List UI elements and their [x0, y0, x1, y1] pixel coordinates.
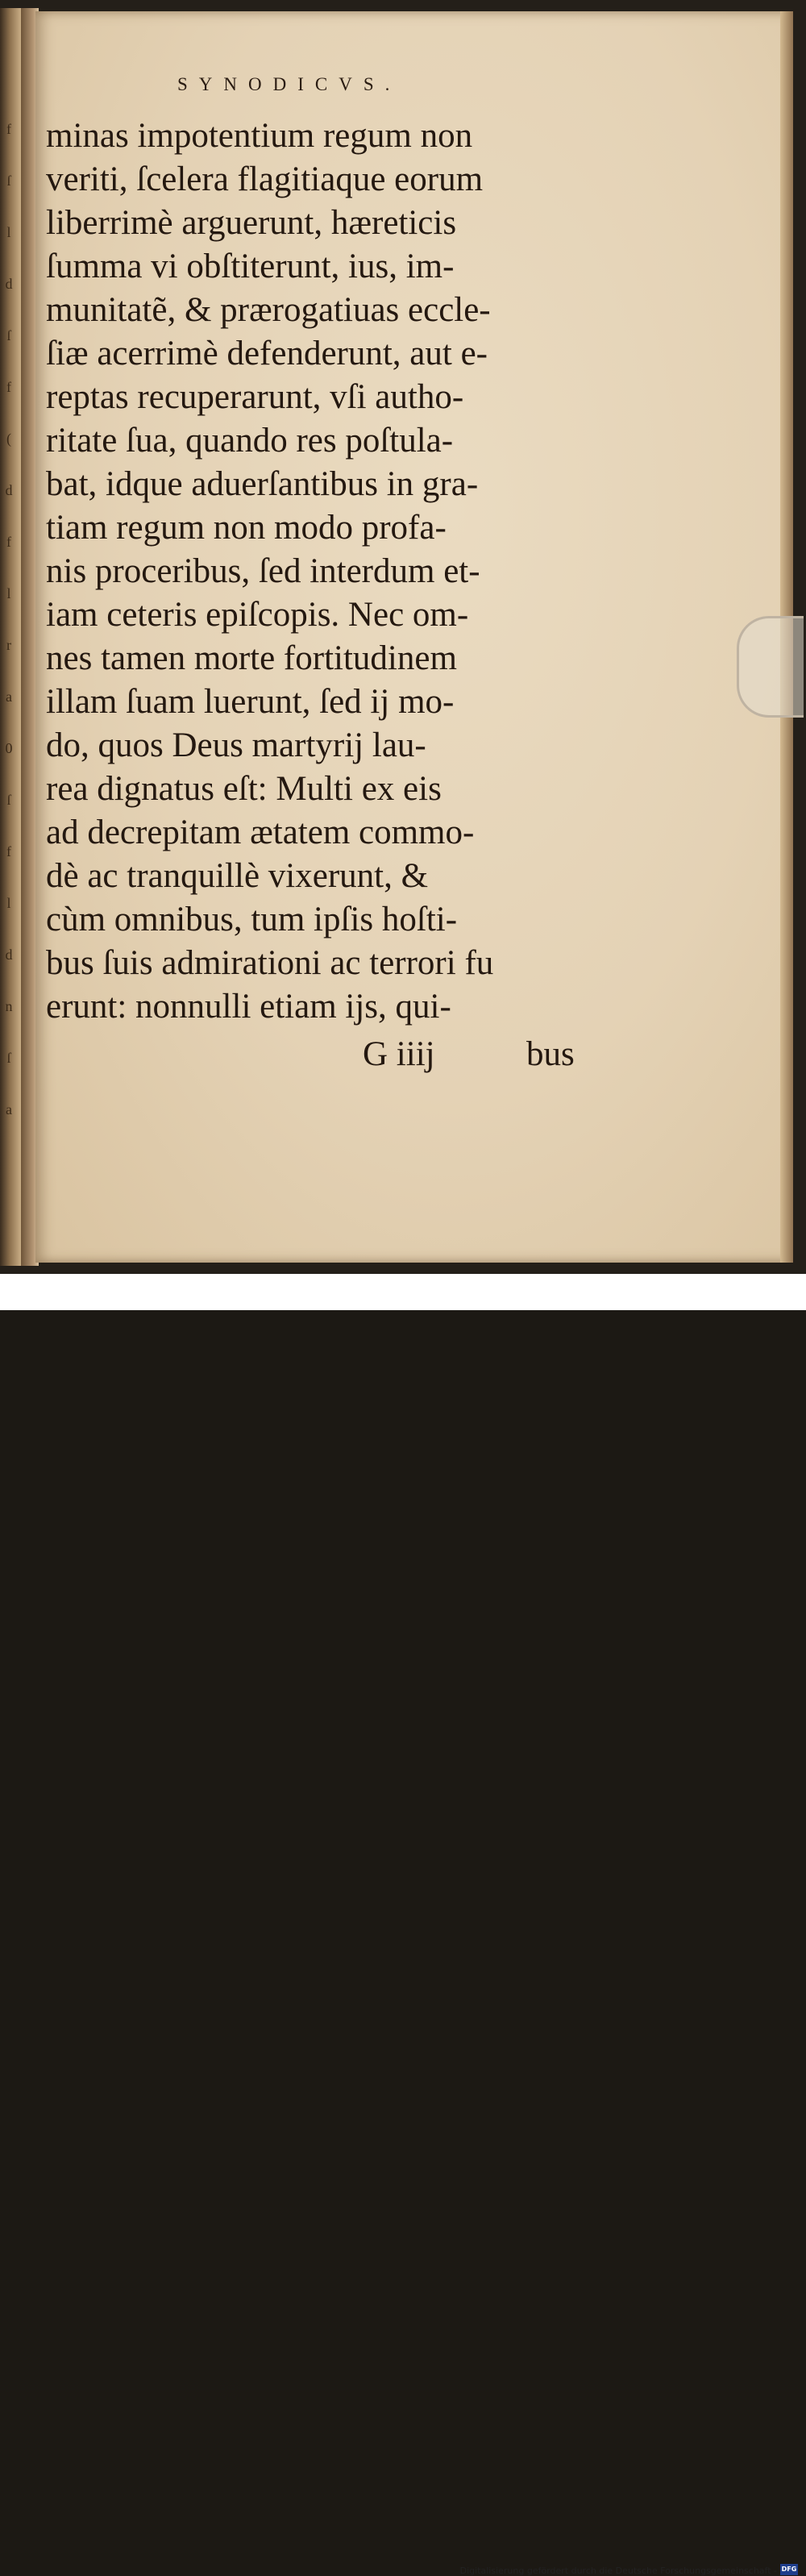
facing-page-glyph: d — [5, 482, 13, 498]
facing-page-glyph: ſ — [6, 327, 11, 343]
catchword: bus — [526, 1035, 575, 1073]
facing-page-glyph: ſ — [6, 173, 11, 189]
scan-background — [0, 0, 806, 1274]
text-line: nes tamen morte fortitudinem — [46, 639, 457, 677]
dfg-logo: DFG — [780, 2564, 798, 2575]
text-line: reptas recuperarunt, vſi autho- — [46, 378, 464, 416]
text-line: do, quos Deus martyrij lau- — [46, 726, 426, 764]
facing-page-glyph: a — [6, 1101, 12, 1117]
facing-page-glyph: a — [6, 689, 12, 705]
text-line: nis proceribus, ſed interdum et- — [46, 552, 480, 590]
text-line: ad decrepitam ætatem commo- — [46, 814, 475, 851]
facing-page-glyph: l — [6, 224, 11, 240]
facing-page-glyph: ſ — [6, 792, 11, 808]
text-line: minas impotentium regum non — [46, 117, 473, 155]
text-line: tiam regum non modo profa- — [46, 509, 447, 547]
facing-page-glyph: f — [6, 534, 11, 550]
facing-page-glyph: ( — [6, 431, 11, 447]
text-line: ſumma vi obſtiterunt, ius, im- — [46, 248, 455, 285]
text-line: liberrimè arguerunt, hæreticis — [46, 204, 457, 242]
text-line: bus ſuis admirationi ac terrori fu — [46, 944, 494, 982]
facing-page-glyph: f — [6, 121, 11, 137]
signature-mark: G iiij — [363, 1035, 435, 1073]
footer-band — [0, 1274, 806, 2576]
facing-page-glyph: d — [5, 276, 13, 292]
facing-page-glyph: n — [5, 998, 13, 1014]
facing-page-edge — [0, 8, 21, 1266]
facing-page-glyph: f — [6, 843, 11, 859]
text-line: dè ac tranquillè vixerunt, & — [46, 857, 429, 895]
text-line: rea dignatus eſt: Multi ex eis — [46, 770, 442, 808]
body-text — [46, 114, 594, 1029]
text-line: ſiæ acerrimè defenderunt, aut e- — [46, 335, 488, 372]
text-line: cùm omnibus, tum ipſis hoſti- — [46, 901, 458, 938]
running-head: SYNODICVS. — [177, 74, 401, 94]
plastic-page-clip — [737, 616, 804, 718]
text-line: ritate ſua, quando res poſtula- — [46, 422, 454, 460]
digitization-credit: Digitalisierung gefördert durch die Deutsche Forschungsgemeinschaft - — [459, 2566, 777, 2576]
text-line: iam ceteris epiſcopis. Nec om- — [46, 596, 469, 634]
facing-page-glyph: f — [6, 379, 11, 395]
text-line: illam ſuam luerunt, ſed ij mo- — [46, 683, 455, 721]
facing-page-glyph: r — [6, 637, 11, 653]
facing-page-glyph: d — [5, 947, 13, 963]
text-line: veriti, ſcelera flagitiaque eorum — [46, 160, 484, 198]
facing-page-glyph: 0 — [5, 740, 13, 756]
text-line: munitatẽ, & prærogatiuas eccle- — [46, 291, 491, 329]
facing-page-glyph: l — [6, 895, 11, 911]
facing-page-glyph: ſ — [6, 1050, 11, 1066]
text-line: erunt: nonnulli etiam ijs, qui- — [46, 988, 451, 1026]
facing-page-glyph: l — [6, 585, 11, 601]
text-line: bat, idque aduerſantibus in gra- — [46, 465, 479, 503]
